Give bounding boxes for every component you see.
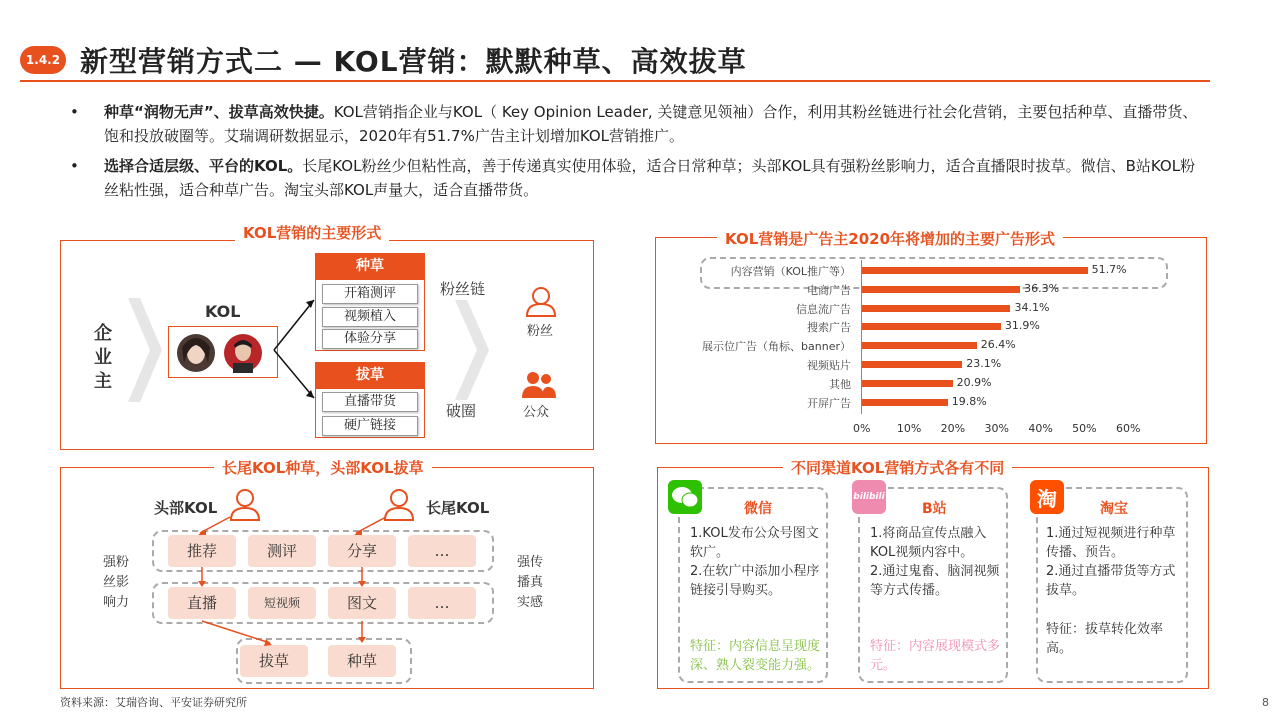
head-kol-label: 头部KOL	[154, 499, 218, 517]
fans-label: 粉丝	[527, 324, 554, 339]
channel-name: 淘宝	[1100, 501, 1128, 517]
bullet-item	[70, 100, 1210, 148]
bullet-heading: 选择合适层级、平台的KOL。	[104, 157, 303, 175]
wechat-bubbles-icon	[671, 485, 699, 509]
channel-name: 微信	[744, 501, 772, 517]
bar-category-label: 视频贴片	[807, 359, 851, 372]
bar-value-label: 31.9%	[1004, 319, 1040, 333]
longtail-title: 长尾KOL种草，头部KOL拔草	[214, 457, 432, 478]
bullet-text: KOL营销指企业与KOL（ Key Opinion Leader, 关键意见领袖）合作，利用其粉丝链进行社会化营销，主要包括种草、直播带货、饱和投放破圈等。艾瑞调研数据显示，2020年有51.7%广告主计划增加KOL营销推广。	[104, 103, 1198, 145]
channel-feature: 特征：拔草转化效率高。	[1046, 622, 1164, 656]
kol-avatar-female	[176, 333, 216, 373]
bar-value-label: 23.1%	[966, 357, 1002, 370]
channel-line: 2.在软广中添加小程序链接引导购买。	[690, 564, 820, 598]
title-divider	[20, 80, 1210, 82]
break-circle-label: 破圈	[446, 402, 477, 420]
bar-category-label: 开屏广告	[807, 396, 851, 410]
chip: 推荐	[168, 535, 236, 567]
user-outline-icon	[524, 286, 558, 318]
zhongcao-item: 开箱测评	[322, 284, 418, 304]
channel-desc	[690, 524, 820, 600]
chip: 图文	[328, 587, 396, 619]
channel-desc	[1046, 524, 1178, 600]
chip: …	[408, 535, 476, 567]
chip: 直播	[168, 587, 236, 619]
bar-category-label: 搜索广告	[807, 321, 851, 335]
bar-category-label: 其他	[829, 377, 851, 391]
kol-avatar-male	[223, 333, 263, 373]
group-users-icon	[520, 370, 558, 400]
bilibili-logo-icon: bilibili	[852, 480, 886, 514]
x-tick-label: 10%	[896, 422, 922, 435]
chart-highlight	[700, 257, 1168, 289]
x-tick-label: 30%	[984, 422, 1009, 435]
bar-value-label: 26.4%	[980, 338, 1016, 352]
chip: 测评	[248, 535, 316, 567]
zhongcao-item: 视频植入	[322, 307, 418, 327]
chip: 短视频	[248, 587, 316, 619]
wechat-logo-icon	[668, 480, 702, 514]
chevron-right-icon	[455, 300, 489, 400]
left-side-label: 强粉丝影响力	[102, 555, 129, 610]
channels-title: 不同渠道KOL营销方式各有不同	[783, 457, 1012, 478]
flow-arrows	[150, 505, 450, 665]
bar-category-label: 信息流广告	[796, 302, 851, 316]
bullet-heading: 种草“润物无声”、拔草高效快捷。	[104, 103, 334, 121]
channel-line: 1.通过短视频进行种草传播、预告。	[1046, 526, 1176, 560]
source-note: 资料来源：艾瑞咨询、平安证券研究所	[60, 696, 247, 709]
section-badge: 1.4.2	[20, 46, 66, 74]
x-tick-label: 60%	[1116, 422, 1141, 435]
advertiser-label: 企业主	[94, 323, 112, 392]
bacao-item: 直播带货	[322, 392, 418, 412]
branch-arrows	[272, 270, 318, 420]
x-tick-label: 50%	[1072, 422, 1097, 435]
public-label: 公众	[523, 405, 550, 420]
right-side-label: 强传播真实感	[516, 555, 543, 610]
channel-line: 2.通过直播带货等方式拔草。	[1046, 564, 1176, 598]
chip: 种草	[328, 645, 396, 677]
tail-kol-label: 长尾KOL	[426, 499, 490, 517]
channel-line: 2.通过鬼畜、脑洞视频等方式传播。	[870, 564, 1000, 598]
bullet-text: 长尾KOL粉丝少但粘性高，善于传递真实使用体验，适合日常种草；头部KOL具有强粉丝影响力，适合直播限时拔草。微信、B站KOL粉丝粘性强，适合种草广告。淘宝头部KOL声量大，适合直播带货。	[104, 157, 1196, 199]
taobao-logo-icon: 淘	[1030, 480, 1064, 514]
bacao-header: 拔草	[315, 362, 425, 388]
chip: 分享	[328, 535, 396, 567]
forms-title: KOL营销的主要形式	[235, 222, 389, 243]
chevron-right-icon	[128, 298, 162, 402]
chip: 拔草	[240, 645, 308, 677]
bullet-dot: •	[70, 157, 79, 175]
bar-value-label: 34.1%	[1014, 300, 1050, 314]
bar-category-label: 电商广告	[807, 283, 851, 297]
bullet-dot: •	[70, 103, 79, 121]
bar-value-label: 19.8%	[951, 394, 987, 408]
chip: …	[408, 587, 476, 619]
page-number: 8	[1262, 696, 1269, 709]
fan-chain-label: 粉丝链	[440, 280, 486, 298]
channel-line: 1.将商品宣传点融入KOL视频内容中。	[870, 526, 987, 560]
bacao-item: 硬广链接	[322, 416, 418, 436]
bullet-item	[70, 154, 1210, 202]
zhongcao-header: 种草	[315, 253, 425, 279]
zhongcao-item: 体验分享	[322, 329, 418, 349]
bar-value-label: 20.9%	[956, 375, 992, 389]
chart-title: KOL营销是广告主2020年将增加的主要广告形式	[717, 228, 1063, 249]
bar-category-label: 内容营销（KOL推广等）	[730, 265, 851, 278]
bar-value-label: 51.7%	[1091, 263, 1127, 276]
kol-label: KOL	[205, 302, 241, 321]
bullet-list	[70, 100, 1210, 208]
x-tick-label: 20%	[940, 422, 966, 435]
channel-feature: 特征：内容展现模式多元。	[870, 639, 1001, 673]
x-tick-label: 0%	[853, 422, 871, 435]
channel-feature: 特征：内容信息呈现度深、熟人裂变能力强。	[690, 639, 821, 673]
bar-category-label: 展示位广告（角标、banner）	[702, 340, 851, 354]
channel-desc	[870, 524, 1000, 600]
channel-name: B站	[922, 501, 947, 517]
page-title: 新型营销方式二 — KOL营销：默默种草、高效拔草	[80, 45, 747, 78]
x-tick-label: 40%	[1028, 422, 1053, 435]
channel-line: 1.KOL发布公众号图文软广。	[690, 526, 819, 560]
bar-value-label: 36.3%	[1024, 281, 1060, 295]
